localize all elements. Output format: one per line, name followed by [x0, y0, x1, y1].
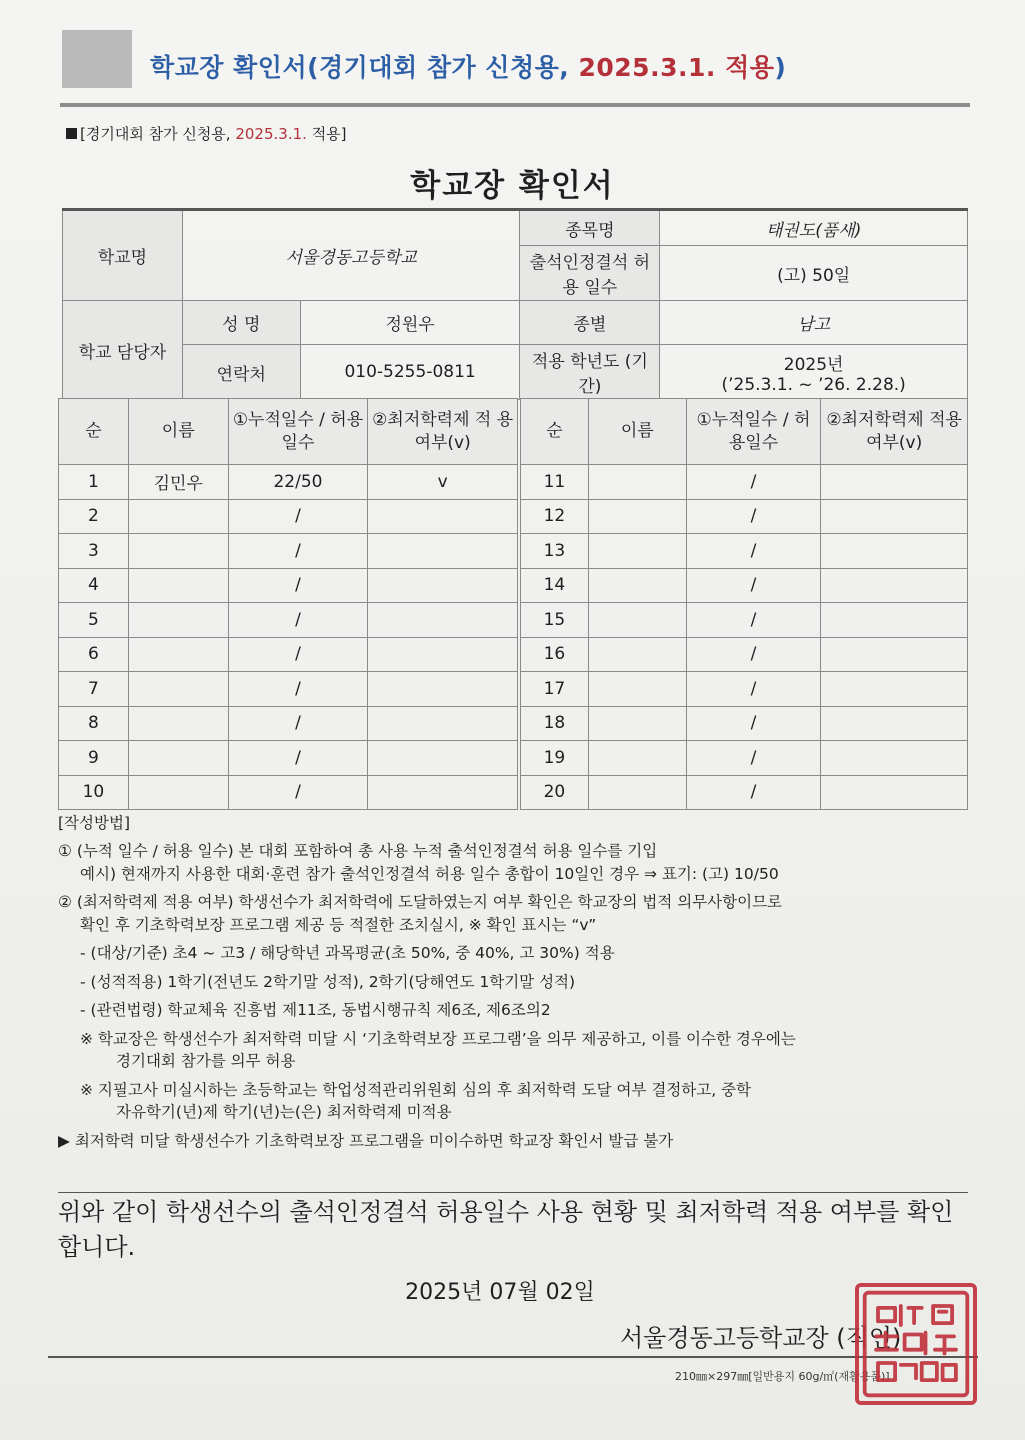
sport-value: 태권도(품새): [660, 210, 968, 246]
row-number: 1: [59, 465, 129, 500]
row-min-check: [821, 534, 968, 569]
table-row: [59, 499, 518, 534]
table-row: [59, 534, 518, 569]
row-number: 10: [59, 775, 129, 810]
row-days: /: [228, 741, 368, 776]
subheading-suffix: 적용]: [306, 125, 347, 143]
row-number: 11: [521, 465, 589, 500]
row-number: 16: [521, 637, 589, 672]
row-number: 12: [521, 499, 589, 534]
row-days: /: [686, 465, 821, 500]
row-days: /: [686, 637, 821, 672]
principal-signature-line: 서울경동고등학교장 (직인): [620, 1324, 902, 1352]
row-min-check: [368, 637, 518, 672]
row-name: [128, 534, 228, 569]
row-days: /: [228, 706, 368, 741]
gender-label: 종별: [520, 301, 660, 345]
row-name: [128, 741, 228, 776]
row-min-check: [368, 672, 518, 707]
warning-note: ▶ 최저학력 미달 학생선수가 기초학력보장 프로그램을 미이수하면 학교장 확인서 발급 불가: [58, 1131, 674, 1150]
name-value: 정원우: [300, 301, 520, 345]
row-number: 15: [521, 603, 589, 638]
row-days: 22/50: [228, 465, 368, 500]
subheading-date: 2025.3.1.: [235, 125, 307, 143]
row-days: /: [686, 534, 821, 569]
col-min: ②최저학력제 적용여부(v): [821, 399, 968, 465]
row-number: 5: [59, 603, 129, 638]
col-no: 순: [59, 399, 129, 465]
table-row: [521, 672, 968, 707]
remark-2: [58, 1079, 958, 1124]
year-value: 2025년: [783, 354, 844, 375]
manager-label: 학교 담당자: [63, 301, 183, 400]
row-min-check: [368, 568, 518, 603]
row-name: [588, 603, 686, 638]
note-1: [58, 840, 958, 885]
athlete-list-left: [58, 398, 518, 810]
row-min-check: [821, 637, 968, 672]
name-label: 성 명: [182, 301, 300, 345]
school-label: 학교명: [63, 210, 183, 301]
row-name: [128, 637, 228, 672]
table-row: [521, 465, 968, 500]
row-name: [128, 706, 228, 741]
row-min-check: [368, 775, 518, 810]
absence-value: (고) 50일: [660, 246, 968, 301]
row-number: 14: [521, 568, 589, 603]
row-days: /: [228, 672, 368, 707]
confirmation-statement: 위와 같이 학생선수의 출석인정결석 허용일수 사용 현황 및 최저학력 적용 여부를 확인합니다.: [58, 1192, 968, 1265]
row-min-check: [368, 706, 518, 741]
row-days: /: [228, 499, 368, 534]
detail-3: - (관련법령) 학교체육 진흥법 제11조, 동법시행규칙 제6조, 제6조의2: [80, 1001, 551, 1020]
year-label: 적용 학년도 (기간): [520, 345, 660, 400]
table-row: [59, 706, 518, 741]
row-days: /: [686, 741, 821, 776]
row-min-check: [368, 534, 518, 569]
row-name: [128, 603, 228, 638]
row-days: /: [686, 603, 821, 638]
seal-graphic: [859, 1287, 973, 1401]
row-number: 7: [59, 672, 129, 707]
table-row: [59, 637, 518, 672]
row-number: 4: [59, 568, 129, 603]
row-min-check: [368, 499, 518, 534]
square-bullet-icon: [66, 128, 77, 139]
remark-2-cont: 자유학기(년)제 학기(년)는(은) 최저학력제 미적용: [116, 1103, 452, 1122]
note-1-text: ① (누적 일수 / 허용 일수) 본 대회 포함하여 총 사용 누적 출석인정결석 허용 일수를 기입: [58, 842, 658, 861]
row-days: /: [686, 672, 821, 707]
row-min-check: [821, 706, 968, 741]
note-1-example: 예시) 현재까지 사용한 대회·훈련 참가 출석인정결석 허용 일수 총합이 10일인 경우 ⇒ 표기: (고) 10/50: [80, 864, 779, 883]
table-row: [59, 603, 518, 638]
athlete-list-right: [520, 398, 968, 810]
row-min-check: [821, 499, 968, 534]
row-min-check: [821, 672, 968, 707]
table-row: [521, 637, 968, 672]
row-number: 9: [59, 741, 129, 776]
row-min-check: [821, 741, 968, 776]
official-seal-icon: [855, 1283, 977, 1405]
row-min-check: [821, 603, 968, 638]
row-days: /: [686, 706, 821, 741]
row-min-check: [821, 465, 968, 500]
row-name: [588, 706, 686, 741]
row-min-check: [821, 775, 968, 810]
page-title: 학교장 확인서: [410, 168, 615, 204]
table-row: [521, 741, 968, 776]
row-number: 13: [521, 534, 589, 569]
detail-1: - (대상/기준) 초4 ~ 고3 / 해당학년 과목평균(초 50%, 중 40%, 고 30%) 적용: [80, 944, 615, 963]
note-2-text: ② (최저학력제 적용 여부) 학생선수가 최저학력에 도달하였는지 여부 확인은 학교장의 법적 의무사항이므로: [58, 893, 783, 912]
remark-1-cont: 경기대회 참가를 의무 허용: [116, 1052, 296, 1071]
table-row: [521, 499, 968, 534]
row-name: [588, 465, 686, 500]
year-period: (’25.3.1. ~ ’26. 2.28.): [721, 374, 906, 395]
row-name: [588, 741, 686, 776]
year-cell: [660, 345, 968, 400]
row-name: [588, 775, 686, 810]
school-value: 서울경동고등학교: [182, 210, 520, 301]
row-name: 김민우: [128, 465, 228, 500]
table-row: [59, 568, 518, 603]
col-min: ②최저학력제 적 용여부(v): [368, 399, 518, 465]
absence-label: 출석인정결석 허용 일수: [520, 246, 660, 301]
row-name: [128, 499, 228, 534]
col-name: 이름: [588, 399, 686, 465]
table-row: [521, 568, 968, 603]
row-name: [128, 568, 228, 603]
row-number: 20: [521, 775, 589, 810]
row-number: 6: [59, 637, 129, 672]
table-row: [59, 672, 518, 707]
table-row: [521, 603, 968, 638]
row-name: [128, 672, 228, 707]
row-min-check: v: [368, 465, 518, 500]
note-2: [58, 891, 958, 936]
contact-value: 010-5255-0811: [300, 345, 520, 400]
remark-1: [58, 1028, 958, 1073]
col-days: ①누적일수 / 허용일수: [686, 399, 821, 465]
header-title-end: ): [774, 53, 787, 82]
remark-1-text: ※ 학교장은 학생선수가 최저학력 미달 시 ‘기초학력보장 프로그램’을 의무 제공하고, 이를 이수한 경우에는: [80, 1029, 796, 1048]
row-name: [588, 637, 686, 672]
row-days: /: [228, 534, 368, 569]
row-name: [588, 534, 686, 569]
form-subheading: [66, 123, 347, 144]
row-number: 19: [521, 741, 589, 776]
issue-date: 2025년 07월 02일: [405, 1280, 595, 1305]
row-days: /: [228, 775, 368, 810]
row-min-check: [368, 741, 518, 776]
table-row: [521, 706, 968, 741]
table-row: [59, 465, 518, 500]
row-days: /: [686, 568, 821, 603]
note-2-cont: 확인 후 기초학력보장 프로그램 제공 등 적절한 조치실시, ※ 확인 표시는 “v”: [80, 915, 597, 934]
row-number: 2: [59, 499, 129, 534]
instructions: [58, 812, 958, 1158]
footer-rule: [48, 1356, 978, 1358]
table-row: [59, 741, 518, 776]
col-no: 순: [521, 399, 589, 465]
row-days: /: [228, 637, 368, 672]
gender-value: 남고: [660, 301, 968, 345]
row-number: 3: [59, 534, 129, 569]
row-min-check: [821, 568, 968, 603]
row-number: 8: [59, 706, 129, 741]
contact-label: 연락처: [182, 345, 300, 400]
paper-spec: 210㎜×297㎜[일반용지 60g/㎡(재활용품)]: [675, 1370, 890, 1383]
row-number: 18: [521, 706, 589, 741]
row-days: /: [228, 568, 368, 603]
row-name: [588, 499, 686, 534]
subheading-prefix: [경기대회 참가 신청용,: [80, 125, 236, 143]
row-days: /: [686, 775, 821, 810]
row-name: [588, 568, 686, 603]
col-days: ①누적일수 / 허용일수: [228, 399, 368, 465]
row-number: 17: [521, 672, 589, 707]
table-row: [59, 775, 518, 810]
remark-2-text: ※ 지필고사 미실시하는 초등학교는 학업성적관리위원회 심의 후 최저학력 도달 여부 결정하고, 중학: [80, 1080, 752, 1099]
row-name: [588, 672, 686, 707]
row-name: [128, 775, 228, 810]
row-days: /: [228, 603, 368, 638]
instructions-heading: [작성방법]: [58, 814, 130, 832]
info-table: [62, 208, 968, 400]
table-row: [521, 534, 968, 569]
col-name: 이름: [128, 399, 228, 465]
document-header-title: [150, 48, 910, 84]
table-row: [521, 775, 968, 810]
header-title-text: 학교장 확인서(경기대회 참가 신청용,: [150, 53, 579, 82]
header-title-date: 2025.3.1. 적용: [578, 53, 775, 82]
row-min-check: [368, 603, 518, 638]
header-rule: [60, 103, 970, 107]
row-days: /: [686, 499, 821, 534]
header-gray-block: [62, 30, 132, 88]
detail-2: - (성적적용) 1학기(전년도 2학기말 성적), 2학기(당해연도 1학기말 성적): [80, 972, 576, 991]
sport-label: 종목명: [520, 210, 660, 246]
